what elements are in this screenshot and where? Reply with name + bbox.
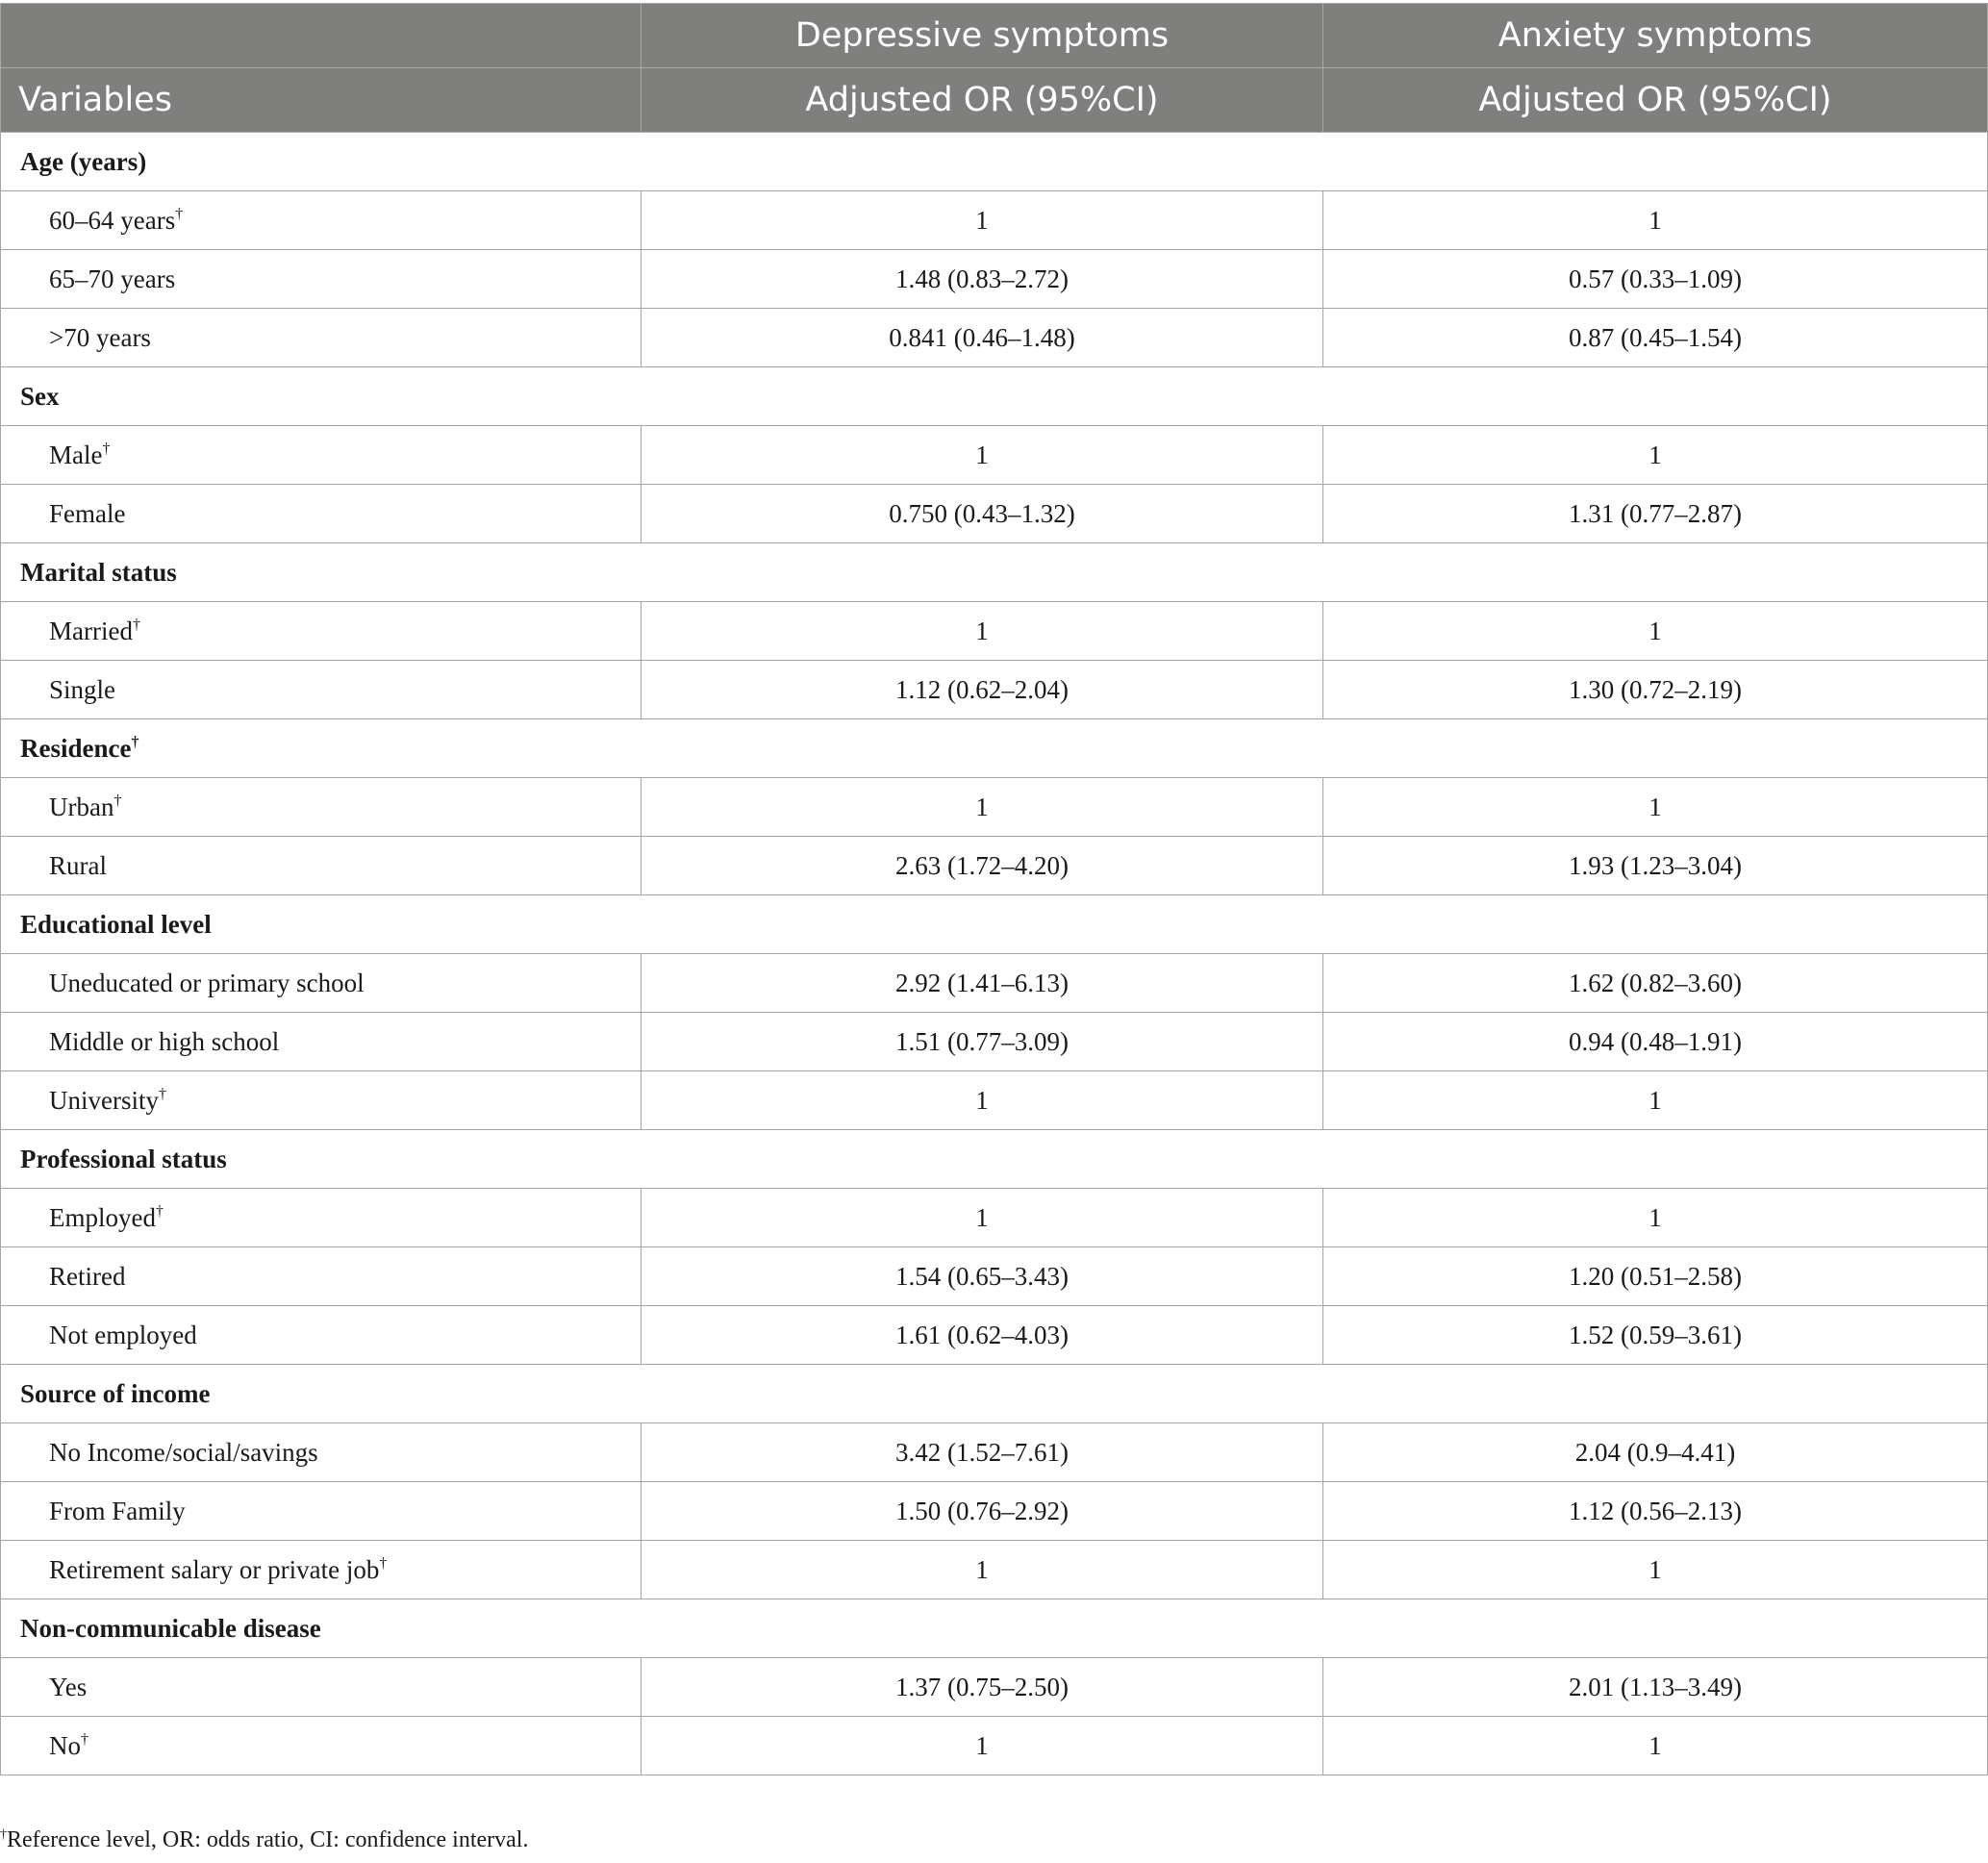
- anxiety-or-value: 2.01 (1.13–3.49): [1323, 1658, 1988, 1717]
- table-row: [1, 954, 1988, 1013]
- table-footnote: [0, 1827, 528, 1853]
- odds-ratio-table: [0, 3, 1988, 1775]
- table-row: [1, 485, 1988, 543]
- row-label: Not employed: [49, 1320, 197, 1349]
- group-title-text: Source of income: [20, 1378, 211, 1408]
- row-label-cell: [1, 1541, 642, 1599]
- reference-dagger: †: [155, 1202, 164, 1220]
- anxiety-or-value: 1.52 (0.59–3.61): [1323, 1306, 1988, 1365]
- anxiety-or-value: 1: [1323, 1189, 1988, 1247]
- row-label: Urban: [49, 792, 114, 821]
- anxiety-or-value: 1.93 (1.23–3.04): [1323, 837, 1988, 895]
- row-label: 60–64 years: [49, 205, 176, 235]
- table-row: [1, 1423, 1988, 1482]
- row-label: Rural: [49, 850, 107, 880]
- depressive-or-value: 1: [642, 191, 1323, 250]
- row-label: No Income/social/savings: [49, 1437, 318, 1467]
- depressive-or-value: 1.48 (0.83–2.72): [642, 250, 1323, 309]
- header-anxiety-symptoms: Anxiety symptoms: [1323, 4, 1988, 68]
- reference-dagger: †: [102, 440, 111, 457]
- anxiety-or-value: 1: [1323, 1541, 1988, 1599]
- row-label-cell: [1, 250, 642, 309]
- header-row-2: [1, 68, 1988, 133]
- depressive-or-value: 3.42 (1.52–7.61): [642, 1423, 1323, 1482]
- group-title: [1, 1599, 1988, 1658]
- depressive-or-value: 1: [642, 778, 1323, 837]
- anxiety-or-value: 1.62 (0.82–3.60): [1323, 954, 1988, 1013]
- table-row: [1, 1482, 1988, 1541]
- row-label: From Family: [49, 1496, 186, 1525]
- anxiety-or-value: 1: [1323, 1717, 1988, 1775]
- header-anxiety-or: Adjusted OR (95%CI): [1323, 68, 1988, 133]
- row-label-cell: [1, 485, 642, 543]
- depressive-or-value: 1.54 (0.65–3.43): [642, 1247, 1323, 1306]
- row-label-cell: [1, 1189, 642, 1247]
- row-label: Employed: [49, 1202, 156, 1232]
- table-body: [1, 133, 1988, 1775]
- depressive-or-value: 1: [642, 426, 1323, 485]
- depressive-or-value: 2.63 (1.72–4.20): [642, 837, 1323, 895]
- table-row: [1, 837, 1988, 895]
- header-row-1: [1, 4, 1988, 68]
- row-label: Female: [49, 498, 126, 528]
- anxiety-or-value: 0.87 (0.45–1.54): [1323, 309, 1988, 367]
- group-title-text: Marital status: [20, 557, 177, 587]
- row-label-cell: [1, 1247, 642, 1306]
- row-label-cell: [1, 1717, 642, 1775]
- group-row: [1, 1130, 1988, 1189]
- row-label-cell: [1, 837, 642, 895]
- row-label-cell: [1, 1306, 642, 1365]
- row-label-cell: [1, 1482, 642, 1541]
- anxiety-or-value: 1.20 (0.51–2.58): [1323, 1247, 1988, 1306]
- reference-dagger: †: [81, 1730, 88, 1748]
- anxiety-or-value: 0.57 (0.33–1.09): [1323, 250, 1988, 309]
- footnote-dagger: †: [0, 1827, 7, 1842]
- table-row: [1, 661, 1988, 719]
- footnote-text: Reference level, OR: odds ratio, CI: confidence interval.: [7, 1827, 529, 1852]
- depressive-or-value: 1.51 (0.77–3.09): [642, 1013, 1323, 1071]
- row-label-cell: [1, 1071, 642, 1130]
- reference-dagger: †: [379, 1554, 388, 1572]
- row-label-cell: [1, 1013, 642, 1071]
- row-label: Uneducated or primary school: [49, 968, 365, 997]
- table-row: [1, 309, 1988, 367]
- group-title: [1, 1130, 1988, 1189]
- group-row: [1, 719, 1988, 778]
- table-row: [1, 1717, 1988, 1775]
- group-title-text: Professional status: [20, 1144, 227, 1173]
- anxiety-or-value: 1: [1323, 1071, 1988, 1130]
- depressive-or-value: 0.841 (0.46–1.48): [642, 309, 1323, 367]
- group-row: [1, 133, 1988, 191]
- reference-dagger: †: [159, 1085, 166, 1102]
- row-label: Retirement salary or private job: [49, 1554, 380, 1584]
- group-title-text: Age (years): [20, 146, 147, 176]
- group-title-text: Non-communicable disease: [20, 1613, 321, 1643]
- group-title: [1, 719, 1988, 778]
- group-title: [1, 543, 1988, 602]
- row-label: >70 years: [49, 322, 151, 352]
- anxiety-or-value: 1.31 (0.77–2.87): [1323, 485, 1988, 543]
- anxiety-or-value: 1.12 (0.56–2.13): [1323, 1482, 1988, 1541]
- row-label: Married: [49, 616, 133, 645]
- depressive-or-value: 1: [642, 1717, 1323, 1775]
- group-row: [1, 543, 1988, 602]
- table-row: [1, 250, 1988, 309]
- group-title-text: Sex: [20, 381, 60, 411]
- depressive-or-value: 0.750 (0.43–1.32): [642, 485, 1323, 543]
- anxiety-or-value: 1: [1323, 602, 1988, 661]
- row-label: Single: [49, 674, 116, 704]
- anxiety-or-value: 1: [1323, 191, 1988, 250]
- table-row: [1, 1247, 1988, 1306]
- table-row: [1, 1189, 1988, 1247]
- group-row: [1, 895, 1988, 954]
- row-label-cell: [1, 309, 642, 367]
- row-label: No: [49, 1730, 81, 1760]
- depressive-or-value: 1.50 (0.76–2.92): [642, 1482, 1323, 1541]
- row-label-cell: [1, 426, 642, 485]
- anxiety-or-value: 1.30 (0.72–2.19): [1323, 661, 1988, 719]
- row-label: 65–70 years: [49, 264, 176, 293]
- header-variables: Variables: [1, 68, 642, 133]
- row-label-cell: [1, 778, 642, 837]
- anxiety-or-value: 0.94 (0.48–1.91): [1323, 1013, 1988, 1071]
- group-title-text: Educational level: [20, 909, 212, 939]
- table-row: [1, 1013, 1988, 1071]
- row-label-cell: [1, 1658, 642, 1717]
- group-row: [1, 1599, 1988, 1658]
- anxiety-or-value: 1: [1323, 426, 1988, 485]
- depressive-or-value: 1: [642, 1071, 1323, 1130]
- depressive-or-value: 1.37 (0.75–2.50): [642, 1658, 1323, 1717]
- group-title: [1, 1365, 1988, 1423]
- anxiety-or-value: 2.04 (0.9–4.41): [1323, 1423, 1988, 1482]
- depressive-or-value: 1: [642, 602, 1323, 661]
- row-label: Male: [49, 440, 103, 469]
- group-title-text: Residence: [20, 733, 132, 763]
- group-row: [1, 1365, 1988, 1423]
- table-row: [1, 191, 1988, 250]
- row-label-cell: [1, 661, 642, 719]
- row-label-cell: [1, 954, 642, 1013]
- reference-dagger: †: [131, 733, 139, 750]
- table-row: [1, 602, 1988, 661]
- header-empty-cell: [1, 4, 642, 68]
- reference-dagger: †: [132, 616, 140, 633]
- row-label: Yes: [49, 1672, 88, 1701]
- anxiety-or-value: 1: [1323, 778, 1988, 837]
- row-label-cell: [1, 602, 642, 661]
- header-depressive-or: Adjusted OR (95%CI): [642, 68, 1323, 133]
- table-row: [1, 1541, 1988, 1599]
- row-label-cell: [1, 1423, 642, 1482]
- depressive-or-value: 1: [642, 1189, 1323, 1247]
- table-row: [1, 1071, 1988, 1130]
- group-title: [1, 895, 1988, 954]
- group-title: [1, 133, 1988, 191]
- table-row: [1, 1306, 1988, 1365]
- table-row: [1, 426, 1988, 485]
- depressive-or-value: 2.92 (1.41–6.13): [642, 954, 1323, 1013]
- reference-dagger: †: [175, 205, 184, 222]
- depressive-or-value: 1.61 (0.62–4.03): [642, 1306, 1323, 1365]
- table-row: [1, 1658, 1988, 1717]
- reference-dagger: †: [113, 792, 122, 809]
- header-depressive-symptoms: Depressive symptoms: [642, 4, 1323, 68]
- group-row: [1, 367, 1988, 426]
- row-label-cell: [1, 191, 642, 250]
- depressive-or-value: 1.12 (0.62–2.04): [642, 661, 1323, 719]
- row-label: Retired: [49, 1261, 126, 1291]
- row-label: University: [49, 1085, 159, 1115]
- table-row: [1, 778, 1988, 837]
- depressive-or-value: 1: [642, 1541, 1323, 1599]
- group-title: [1, 367, 1988, 426]
- row-label: Middle or high school: [49, 1026, 280, 1056]
